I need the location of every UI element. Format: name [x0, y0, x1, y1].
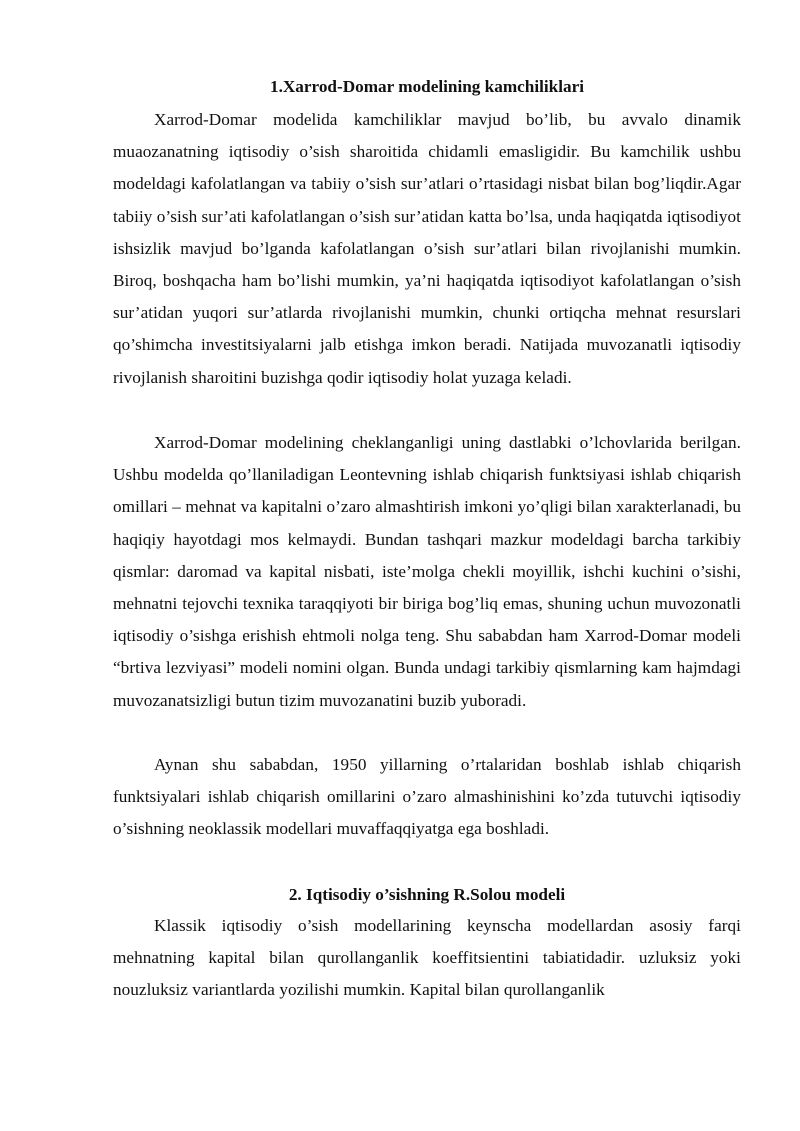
section-1-paragraph-3: Aynan shu sababdan, 1950 yillarning o’rtalaridan boshlab ishlab chiqarish funktsiyalari ishlab chiqarish omillarini o’zaro almashinishini ko’zda tutuvchi iqtisodiy o’sishning neoklassik modellari muvaffaqqiyatga ega boshladi. — [113, 755, 741, 839]
section-2-title: 2. Iqtisodiy o’sishning R.Solou modeli — [288, 885, 566, 904]
section-1-paragraph-1: Xarrod-Domar modelida kamchiliklar mavjud bo’lib, bu avvalo dinamik muaozanatning iqtisodiy o’sish sharoitida chidamli emasligidir. Bu kamchilik ushbu modeldagi kafolatlangan va tabiiy o’sish sur’atlari o’rtasidagi nisbat bilan bog’liqdir.Agar tabiiy o’sish sur’ati kafolatlangan o’sish sur’atidan katta bo’lsa, unda haqiqatda iqtisodiyot ishsizlik mavjud bo’lganda kafolatlangan o’sish sur’atlari bilan rivojlanishi mumkin. Biroq, boshqacha ham bo’lishi mumkin, ya’ni haqiqatda iqtisodiyot kafolatlangan o’sish sur’atidan yuqori sur’atlarda rivojlanishi mumkin, chunki ortiqcha mehnat resurslari qo’shimcha investitsiyalarni jalb etishga imkon beradi. Natijada muvozanatli iqtisodiy rivojlanish sharoitini buzishga qodir iqtisodiy holat yuzaga keladi. — [113, 110, 741, 387]
section-1-paragraph-2: Xarrod-Domar modelining cheklanganligi uning dastlabki o’lchovlarida berilgan. Ushbu modelda qo’llaniladigan Leontevning ishlab chiqarish funktsiyasi ishlab chiqarish omillari – mehnat va kapitalni o’zaro almashtirish imkoni yo’qligi bilan xarakterlanadi, bu haqiqiy hayotdagi mos kelmaydi. Bundan tashqari mazkur modeldagi barcha tarkibiy qismlar: daromad va kapital nisbati, iste’molga chekli moyillik, ishchi kuchini o’sishi, mehnatni tejovchi texnika taraqqiyoti bir biriga bog’liq emas, shuning uchun muvozonatli iqtisodiy o’sishga erishish ehtmoli nolga teng. Shu sababdan ham Xarrod-Domar modeli “brtiva lezviyasi” modeli nomini olgan. Bunda undagi tarkibiy qismlarning kam hajmdagi muvozanatsizligi butun tizim muvozanatini buzib yuboradi. — [113, 433, 741, 710]
section-2-paragraph-1: Klassik iqtisodiy o’sish modellarining keynscha modellardan asosiy farqi mehnatning kapital bilan qurollanganlik koeffitsientini tabiatidadir. uzluksiz yoki nouzluksiz variantlarda yozilishi mumkin. Kapital bilan qurollanganlik — [113, 916, 741, 1000]
section-1-title: 1.Xarrod-Domar modelining kamchiliklari — [270, 77, 584, 96]
